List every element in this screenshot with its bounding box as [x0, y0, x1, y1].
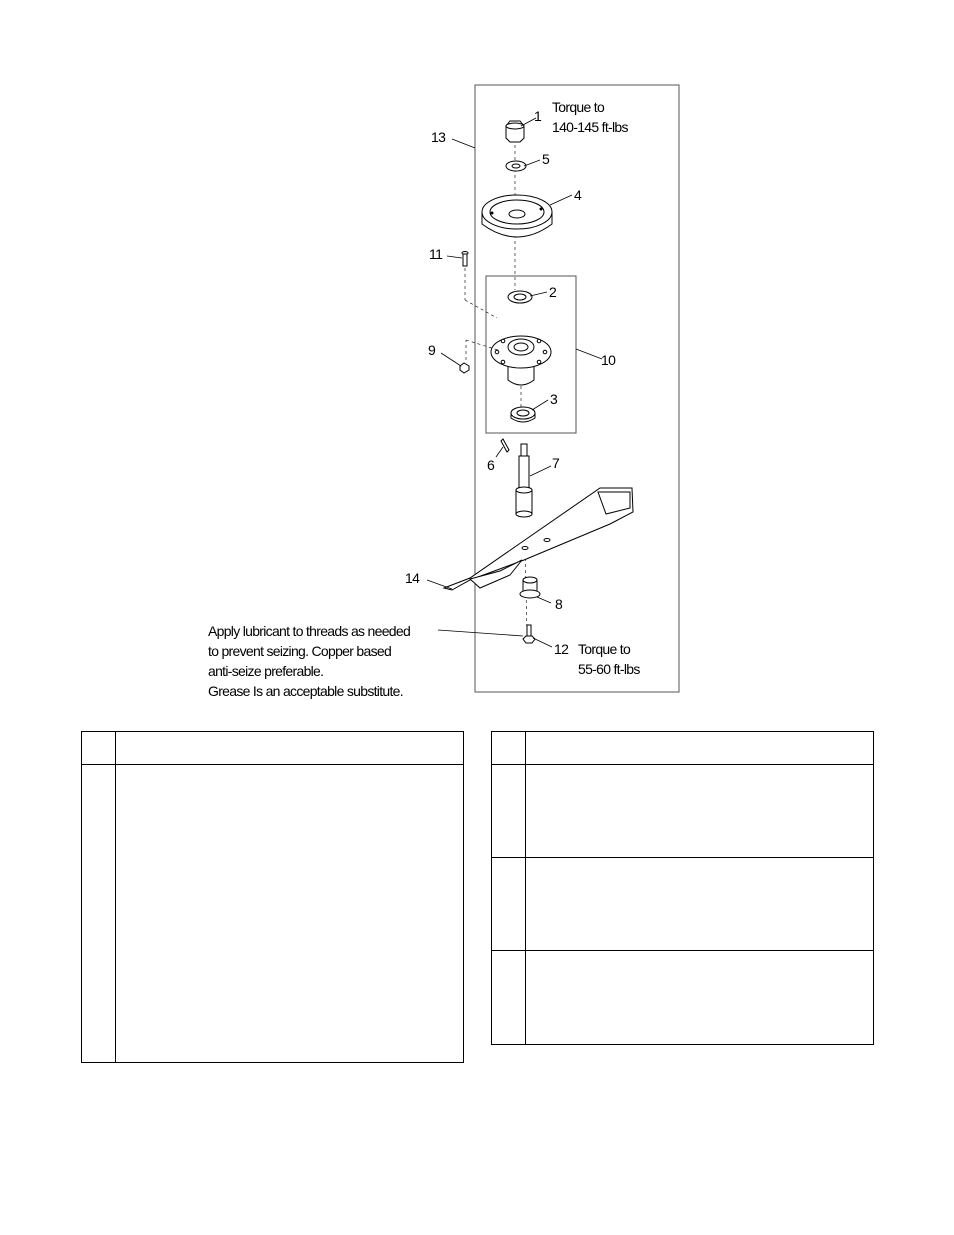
- torque-bottom-line2: 55-60 ft-lbs: [578, 661, 640, 677]
- callout-2: 2: [549, 284, 557, 300]
- callout-3: 3: [550, 391, 558, 407]
- header-desc-cell: [526, 732, 874, 765]
- parts-table-left: [81, 731, 464, 1063]
- lubricant-note-line3: anti-seize preferable.: [208, 663, 324, 679]
- desc-cell: [526, 858, 874, 951]
- callout-1: 1: [534, 108, 542, 124]
- callout-5: 5: [542, 151, 550, 167]
- table-row: [492, 858, 874, 951]
- callout-14: 14: [405, 570, 420, 586]
- shaft-part: [516, 444, 532, 517]
- bolt-part: [462, 252, 497, 319]
- callout-4: 4: [574, 187, 582, 203]
- ref-cell: [492, 858, 526, 951]
- desc-cell: [526, 951, 874, 1045]
- ref-cell: [492, 765, 526, 858]
- lubricant-note-line4: Grease Is an acceptable substitute.: [208, 683, 403, 699]
- table-row: [82, 765, 464, 1063]
- lubricant-note-line2: to prevent seizing. Copper based: [208, 643, 392, 659]
- ref-cell: [82, 765, 116, 1063]
- table-row: [492, 765, 874, 858]
- spindle-housing-part: [491, 336, 551, 385]
- callout-11: 11: [429, 246, 443, 262]
- ref-cell: [492, 951, 526, 1045]
- parts-table-right: [491, 731, 874, 1045]
- table-header-row: [492, 732, 874, 765]
- callout-8: 8: [555, 596, 563, 612]
- torque-top-line1: Torque to: [552, 99, 605, 115]
- lubricant-note-line1: Apply lubricant to threads as needed: [208, 623, 411, 639]
- nut-part: [506, 121, 524, 142]
- callout-12: 12: [554, 641, 569, 657]
- torque-top-line2: 140-145 ft-lbs: [552, 119, 628, 135]
- callout-6: 6: [487, 457, 495, 473]
- blade-bolt-part: [523, 625, 535, 643]
- callout-10: 10: [601, 352, 616, 368]
- header-ref-cell: [82, 732, 116, 765]
- pulley-part: [482, 195, 552, 237]
- key-part: [501, 439, 509, 452]
- header-desc-cell: [116, 732, 464, 765]
- lower-bearing-part: [511, 407, 535, 422]
- desc-cell: [116, 765, 464, 1063]
- blade-part: [444, 488, 633, 590]
- desc-cell: [526, 765, 874, 858]
- washer-part: [506, 161, 526, 171]
- upper-bearing-part: [508, 291, 532, 303]
- spacer-part: [520, 577, 540, 598]
- table-header-row: [82, 732, 464, 765]
- table-row: [492, 951, 874, 1045]
- callout-7: 7: [552, 455, 560, 471]
- assembly-frame: [475, 85, 679, 692]
- torque-bottom-line1: Torque to: [578, 641, 631, 657]
- callout-13: 13: [431, 129, 446, 145]
- header-ref-cell: [492, 732, 526, 765]
- callout-9: 9: [428, 342, 436, 358]
